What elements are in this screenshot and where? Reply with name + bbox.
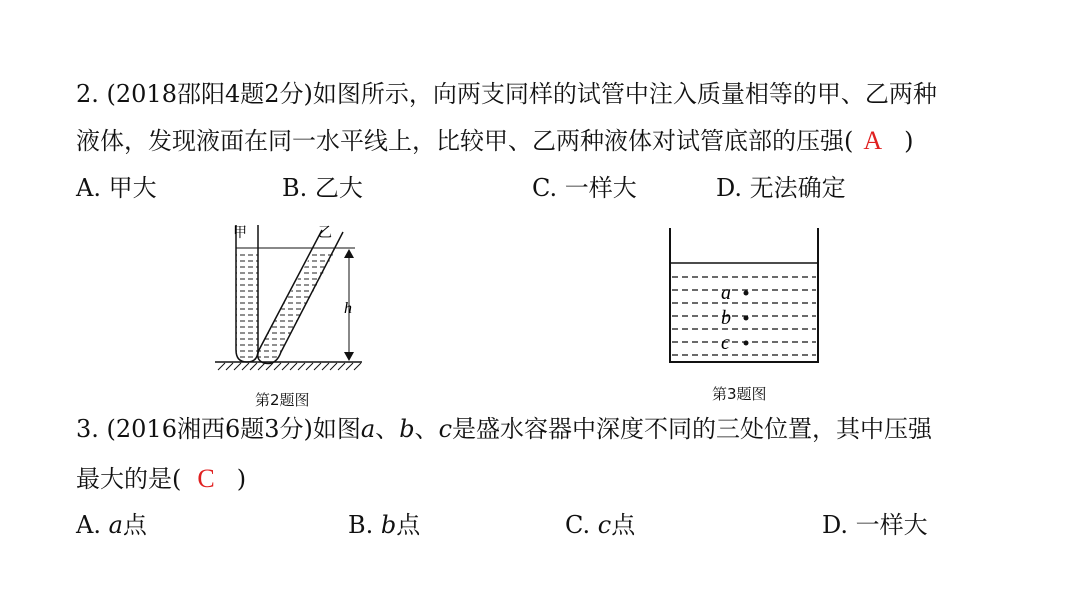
point-c-dot xyxy=(744,341,749,346)
q3-var-b: b xyxy=(399,415,415,443)
q3-var-c: c xyxy=(438,415,453,443)
q3-var-a: a xyxy=(360,415,376,443)
label-yi: 乙 xyxy=(318,226,332,241)
q2-option-b: B. 乙大 xyxy=(282,174,363,202)
q2-option-a: A. 甲大 xyxy=(76,174,157,202)
q2-option-c: C. 一样大 xyxy=(532,174,637,202)
q3-line1 xyxy=(76,414,932,444)
point-c-label: c xyxy=(721,332,730,354)
q3-line2 xyxy=(76,464,246,494)
point-a-dot xyxy=(744,291,749,296)
point-b-label: b xyxy=(721,307,731,329)
label-jia: 甲 xyxy=(233,226,247,241)
q2-line2-text: 液体，发现液面在同一水平线上，比较甲、乙两种液体对试管底部的压强( xyxy=(76,127,854,155)
q2-answer: A xyxy=(863,126,883,155)
q3-answer: C xyxy=(197,464,215,493)
label-h: h xyxy=(344,300,352,317)
q3-option-d: D. 一样大 xyxy=(822,511,928,539)
point-a-label: a xyxy=(721,282,731,304)
q3-option-c: C. c点 xyxy=(565,511,636,539)
q3-line2-close: ) xyxy=(236,465,247,493)
q3-option-b: B. b点 xyxy=(348,511,421,539)
q3-figure-caption: 第3题图 xyxy=(712,385,767,403)
q3-line2-text: 最大的是( xyxy=(76,465,182,493)
q2-option-d: D. 无法确定 xyxy=(716,174,846,202)
q3-sep1: 、 xyxy=(375,415,400,443)
q2-line2-close: ) xyxy=(904,127,914,155)
point-b-dot xyxy=(744,316,749,321)
q3-line1-start: 3. (2016湘西6题3分)如图 xyxy=(76,415,361,443)
q3-sep2: 、 xyxy=(414,415,439,443)
q2-figure-caption: 第2题图 xyxy=(255,391,310,409)
q3-line1-end: 是盛水容器中深度不同的三处位置，其中压强 xyxy=(452,415,933,443)
q3-option-a: A. a点 xyxy=(76,511,147,539)
q2-line1: 2. (2018邵阳4题2分)如图所示，向两支同样的试管中注入质量相等的甲、乙两种 xyxy=(76,80,937,108)
